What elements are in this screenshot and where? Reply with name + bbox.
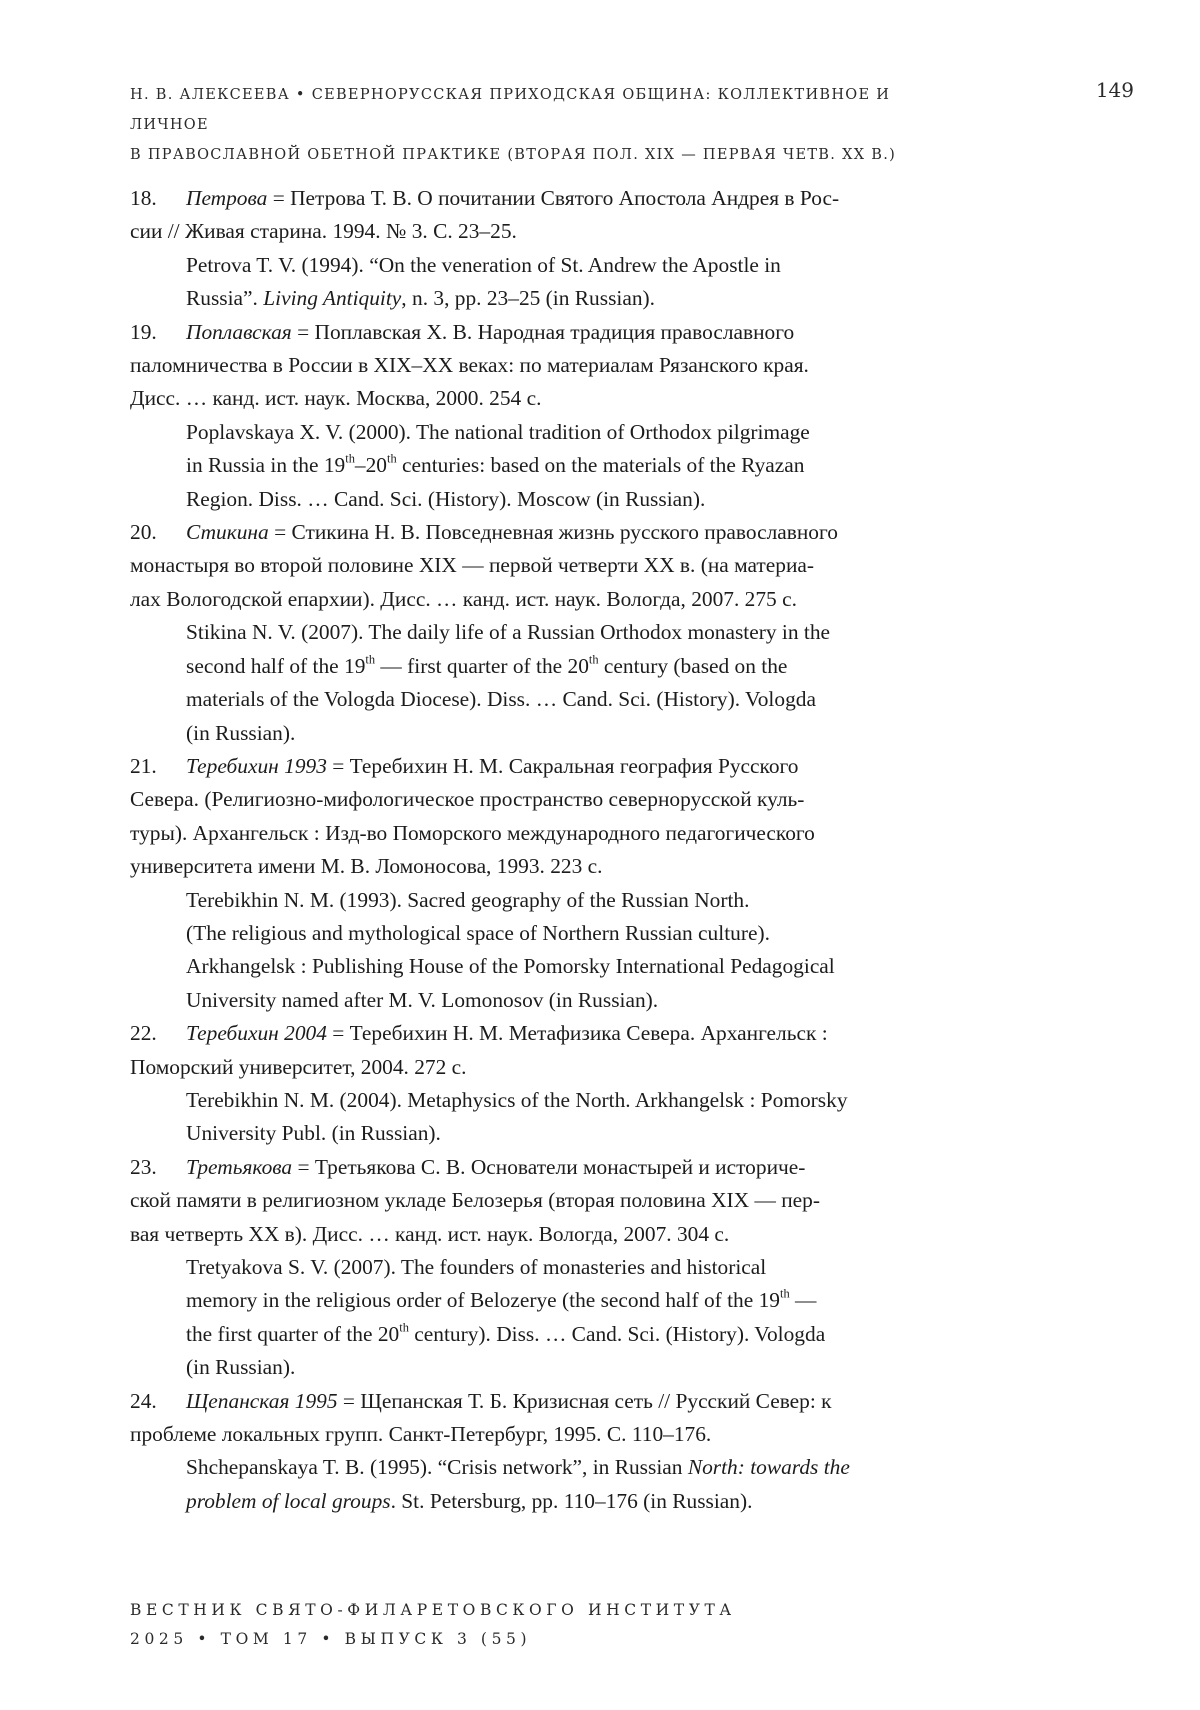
reference-text: University named after M. V. Lomonosov (in Russian).	[186, 988, 658, 1012]
reference-text: = Поплавская Х. В. Народная традиция православного	[292, 320, 794, 344]
reference-item	[130, 316, 950, 516]
reference-text: –20	[355, 453, 387, 477]
reference-text: Shchepanskaya T. B. (1995). “Crisis network”, in Russian	[186, 1455, 688, 1479]
reference-text: —	[790, 1288, 817, 1312]
reference-text: Arkhangelsk : Publishing House of the Pomorsky International Pedagogical	[186, 954, 835, 978]
reference-number: 18.	[130, 182, 186, 215]
reference-text: Poplavskaya X. V. (2000). The national tradition of Orthodox pilgrimage	[186, 420, 810, 444]
running-head-line-1: Н. В. АЛЕКСЕЕВА • СЕВЕРНОРУССКАЯ ПРИХОДСКАЯ ОБЩИНА: КОЛЛЕКТИВНОЕ И ЛИЧНОЕ	[130, 80, 920, 140]
reference-item	[130, 182, 950, 316]
reference-title: Living Antiquity	[263, 286, 401, 310]
running-head	[130, 80, 920, 170]
reference-text: = Петрова Т. В. О почитании Святого Апостола Андрея в Рос-	[267, 186, 839, 210]
reference-number: 22.	[130, 1017, 186, 1050]
reference-russian	[130, 316, 950, 416]
reference-russian	[130, 1385, 950, 1452]
reference-text: проблеме локальных групп. Санкт-Петербург, 1995. С. 110–176.	[130, 1422, 711, 1446]
reference-number: 21.	[130, 750, 186, 783]
reference-number: 20.	[130, 516, 186, 549]
reference-text: туры). Архангельск : Изд-во Поморского международного педагогического	[130, 821, 815, 845]
reference-english	[186, 1451, 950, 1518]
reference-text: Russia”.	[186, 286, 258, 310]
reference-text: Tretyakova S. V. (2007). The founders of monasteries and historical	[186, 1255, 766, 1279]
reference-key: Стикина	[186, 520, 269, 544]
running-head-line-2: В ПРАВОСЛАВНОЙ ОБЕТНОЙ ПРАКТИКЕ (ВТОРАЯ ПОЛ. XIX — ПЕРВАЯ ЧЕТВ. XX В.)	[130, 140, 920, 170]
journal-issue: 2025 • ТОМ 17 • ВЫПУСК 3 (55)	[130, 1625, 736, 1654]
reference-english	[186, 616, 950, 750]
reference-text: ской памяти в религиозном укладе Белозерья (вторая половина XIX — пер-	[130, 1188, 820, 1212]
reference-text: Дисс. … канд. ист. наук. Москва, 2000. 254 с.	[130, 386, 541, 410]
reference-text: century (based on the	[599, 654, 788, 678]
reference-text: . St. Petersburg, pp. 110–176 (in Russian).	[391, 1489, 753, 1513]
journal-footer	[130, 1596, 736, 1654]
superscript: th	[399, 1321, 409, 1335]
reference-item	[130, 1385, 950, 1519]
reference-key: Щепанская 1995	[186, 1389, 338, 1413]
reference-text: Поморский университет, 2004. 272 с.	[130, 1055, 467, 1079]
reference-item	[130, 516, 950, 750]
reference-english	[186, 1084, 950, 1151]
reference-key: Теребихин 2004	[186, 1021, 327, 1045]
reference-text: , n. 3, pp. 23–25 (in Russian).	[401, 286, 655, 310]
superscript: th	[365, 652, 375, 666]
reference-key: Поплавская	[186, 320, 292, 344]
reference-text: паломничества в России в XIX–XX веках: по материалам Рязанского края.	[130, 353, 809, 377]
reference-item	[130, 750, 950, 1017]
journal-title: ВЕСТНИК СВЯТО-ФИЛАРЕТОВСКОГО ИНСТИТУТА	[130, 1596, 736, 1625]
reference-english	[186, 884, 950, 1018]
reference-text: = Щепанская Т. Б. Кризисная сеть // Русский Север: к	[338, 1389, 832, 1413]
reference-text: лах Вологодской епархии). Дисс. … канд. ист. наук. Вологда, 2007. 275 с.	[130, 587, 797, 611]
reference-text: университета имени М. В. Ломоносова, 1993. 223 с.	[130, 854, 603, 878]
reference-item	[130, 1017, 950, 1151]
reference-text: memory in the religious order of Belozerye (the second half of the 19	[186, 1288, 780, 1312]
reference-text: (The religious and mythological space of Northern Russian culture).	[186, 921, 770, 945]
reference-text: materials of the Vologda Diocese). Diss. … Cand. Sci. (History). Vologda	[186, 687, 816, 711]
reference-text: Terebikhin N. M. (1993). Sacred geography of the Russian North.	[186, 888, 749, 912]
page-number: 149	[1096, 78, 1134, 102]
reference-text: монастыря во второй половине XIX — первой четверти XX в. (на материа-	[130, 553, 814, 577]
reference-text: = Третьякова С. В. Основатели монастырей и историче-	[292, 1155, 805, 1179]
journal-page	[0, 0, 1200, 1710]
reference-text: Terebikhin N. M. (2004). Metaphysics of the North. Arkhangelsk : Pomorsky	[186, 1088, 848, 1112]
reference-list	[130, 182, 950, 1518]
reference-title: problem of local groups	[186, 1489, 391, 1513]
reference-russian	[130, 750, 950, 884]
reference-key: Теребихин 1993	[186, 754, 327, 778]
reference-text: Stikina N. V. (2007). The daily life of a Russian Orthodox monastery in the	[186, 620, 830, 644]
reference-text: centuries: based on the materials of the Ryazan	[397, 453, 805, 477]
reference-english	[186, 249, 950, 316]
reference-text: = Теребихин Н. М. Сакральная география Русского	[327, 754, 799, 778]
reference-russian	[130, 1017, 950, 1084]
reference-text: in Russia in the 19	[186, 453, 345, 477]
reference-text: (in Russian).	[186, 721, 295, 745]
superscript: th	[589, 652, 599, 666]
reference-text: = Стикина Н. В. Повседневная жизнь русского православного	[269, 520, 838, 544]
superscript: th	[780, 1287, 790, 1301]
reference-english	[186, 1251, 950, 1385]
reference-russian	[130, 516, 950, 616]
reference-number: 23.	[130, 1151, 186, 1184]
reference-text: — first quarter of the 20	[375, 654, 589, 678]
reference-text: вая четверть XX в). Дисс. … канд. ист. наук. Вологда, 2007. 304 с.	[130, 1222, 729, 1246]
superscript: th	[387, 452, 397, 466]
reference-text: (in Russian).	[186, 1355, 295, 1379]
reference-number: 19.	[130, 316, 186, 349]
reference-text: сии // Живая старина. 1994. № 3. С. 23–25.	[130, 219, 517, 243]
reference-english	[186, 416, 950, 516]
reference-number: 24.	[130, 1385, 186, 1418]
reference-text: the first quarter of the 20	[186, 1322, 399, 1346]
reference-key: Петрова	[186, 186, 267, 210]
reference-russian	[130, 182, 950, 249]
reference-text: Region. Diss. … Cand. Sci. (History). Moscow (in Russian).	[186, 487, 705, 511]
reference-item	[130, 1151, 950, 1385]
reference-text: Севера. (Религиозно-мифологическое пространство севернорусской куль-	[130, 787, 804, 811]
reference-key: Третьякова	[186, 1155, 292, 1179]
reference-text: century). Diss. … Cand. Sci. (History). Vologda	[409, 1322, 825, 1346]
reference-russian	[130, 1151, 950, 1251]
reference-text: = Теребихин Н. М. Метафизика Севера. Архангельск :	[327, 1021, 828, 1045]
reference-text: second half of the 19	[186, 654, 365, 678]
reference-text: University Publ. (in Russian).	[186, 1121, 441, 1145]
reference-title: North: towards the	[688, 1455, 850, 1479]
reference-text: Petrova T. V. (1994). “On the veneration of St. Andrew the Apostle in	[186, 253, 781, 277]
superscript: th	[345, 452, 355, 466]
